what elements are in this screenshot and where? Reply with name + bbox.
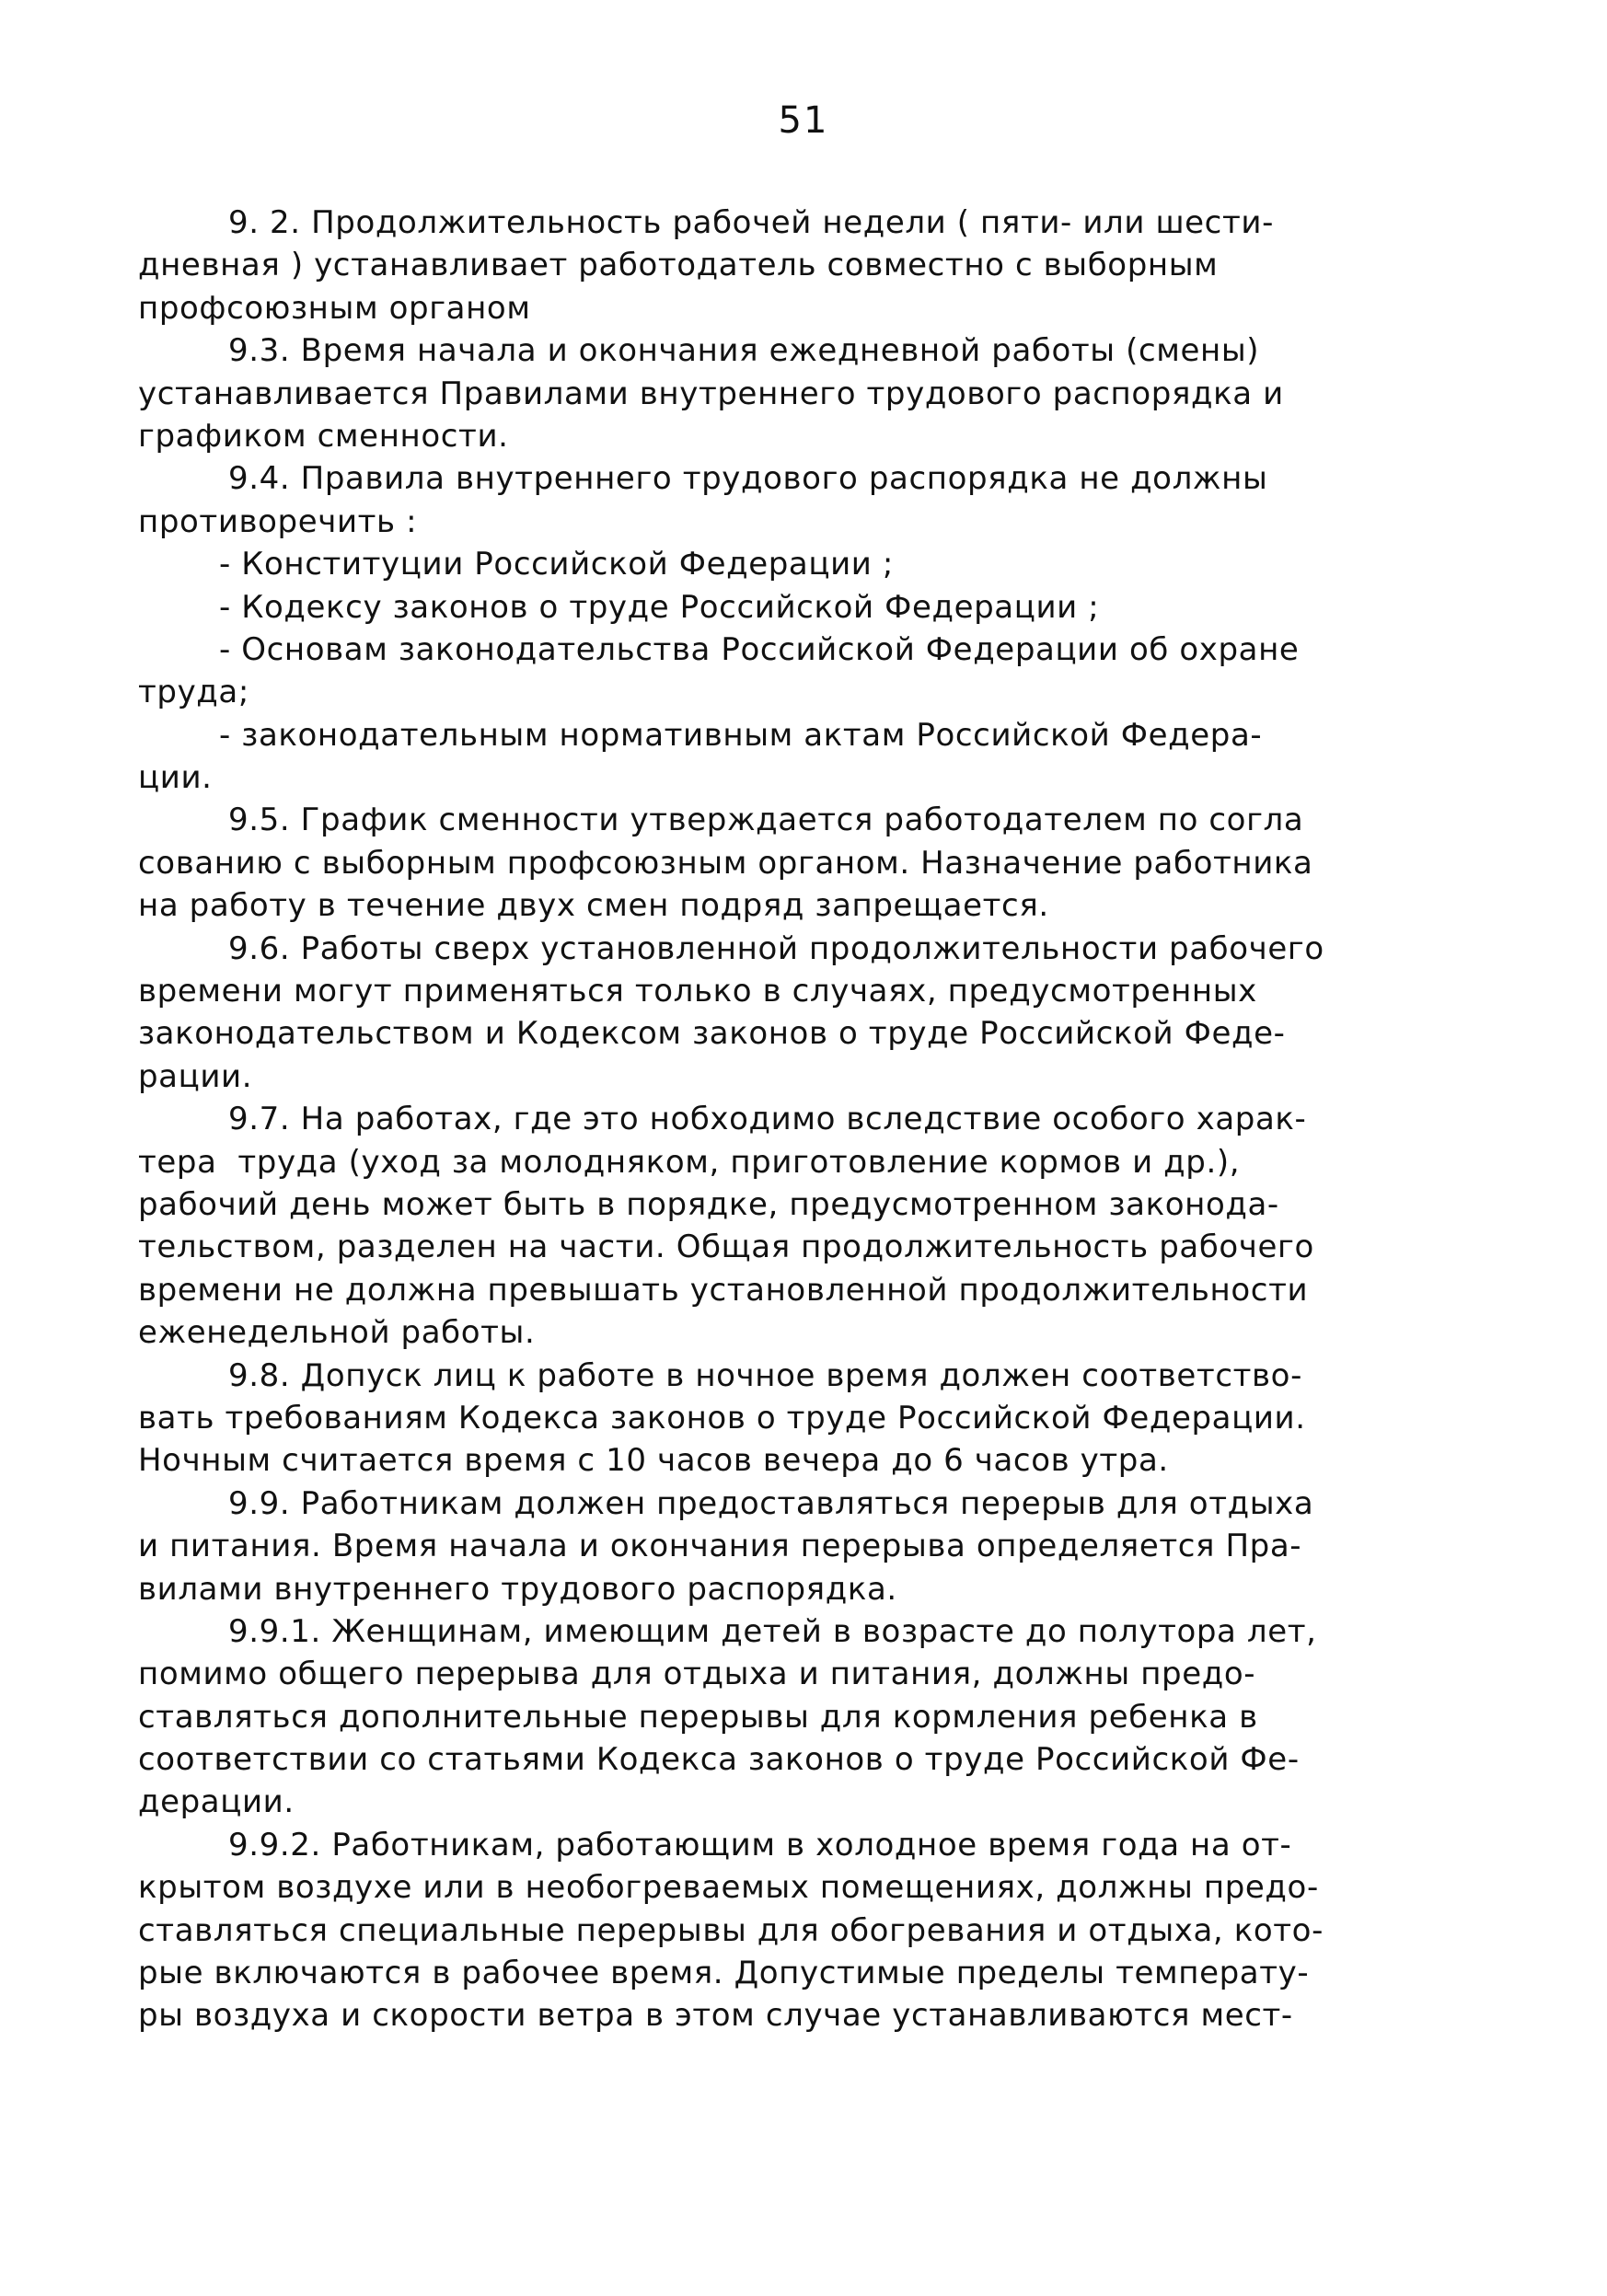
text-line: противоречить : [138, 502, 418, 540]
text-line: крытом воздухе или в необогреваемых помещениях, должны предо- [138, 1869, 1319, 1907]
text-line: устанавливается Правилами внутреннего трудового распорядка и [138, 375, 1284, 412]
text-line: профсоюзным органом [138, 289, 531, 327]
text-line: 9.4. Правила внутреннего трудового распорядка не должны [228, 460, 1268, 498]
text-line: дневная ) устанавливает работодатель совместно с выборным [138, 247, 1219, 284]
text-line: - Основам законодательства Российской Федерации об охране [219, 630, 1300, 668]
text-line: рые включаются в рабочее время. Допустимые пределы температу- [138, 1955, 1310, 1992]
text-line: тельством, разделен на части. Общая продолжительность рабочего [138, 1229, 1314, 1266]
page-number: 51 [778, 99, 829, 142]
text-line: сованию с выборным профсоюзным органом. Назначение работника [138, 844, 1313, 882]
text-line: - законодательным нормативным актам Российской Федера- [219, 716, 1263, 754]
text-line: времени не должна превышать установленной продолжительности [138, 1271, 1309, 1309]
text-line: законодательством и Кодексом законов о труде Российской Феде- [138, 1015, 1286, 1053]
text-line: рации. [138, 1057, 253, 1095]
text-line: - Конституции Российской Федерации ; [219, 546, 894, 583]
text-line: труда; [138, 674, 249, 711]
text-line: - Кодексу законов о труде Российской Федерации ; [219, 588, 1100, 626]
text-line: ставляться специальные перерывы для обогревания и отдыха, кото- [138, 1911, 1324, 1949]
text-line: 9.9.2. Работникам, работающим в холодное время года на от- [228, 1826, 1292, 1863]
text-line: 9.9. Работникам должен предоставляться перерыв для отдыха [228, 1484, 1314, 1522]
text-line: 9.5. График сменности утверждается работодателем по согла [228, 802, 1304, 839]
text-line: времени могут применяться только в случаях, предусмотренных [138, 973, 1257, 1010]
text-line: 9. 2. Продолжительность рабочей недели ( пяти- или шести- [228, 204, 1274, 241]
text-line: соответствии со статьями Кодекса законов о труде Российской Фе- [138, 1741, 1300, 1779]
text-line: еженедельной работы. [138, 1314, 536, 1352]
text-line: Ночным считается время с 10 часов вечера до 6 часов утра. [138, 1442, 1169, 1480]
text-line: 9.6. Работы сверх установленной продолжительности рабочего [228, 929, 1324, 967]
text-line: ры воздуха и скорости ветра в этом случае устанавливаются мест- [138, 1997, 1293, 2035]
text-line: ции. [138, 759, 213, 797]
text-line: 9.3. Время начала и окончания ежедневной работы (смены) [228, 332, 1260, 370]
text-line: тера труда (уход за молодняком, приготовление кормов и др.), [138, 1143, 1241, 1181]
text-line: на работу в течение двух смен подряд запрещается. [138, 887, 1049, 925]
text-line: и питания. Время начала и окончания перерыва определяется Пра- [138, 1528, 1302, 1565]
text-line: рабочий день может быть в порядке, предусмотренном законода- [138, 1185, 1279, 1223]
text-line: ставляться дополнительные перерывы для кормления ребенка в [138, 1698, 1258, 1736]
text-line: графиком сменности. [138, 417, 509, 455]
text-line: 9.9.1. Женщинам, имеющим детей в возрасте до полутора лет, [228, 1612, 1317, 1650]
text-line: вилами внутреннего трудового распорядка. [138, 1570, 897, 1608]
document-body [138, 202, 1362, 2037]
text-line: дерации. [138, 1783, 295, 1821]
text-line: вать требованиям Кодекса законов о труде Российской Федерации. [138, 1399, 1306, 1436]
text-line: 9.7. На работах, где это нобходимо вследствие особого харак- [228, 1101, 1307, 1138]
text-line: 9.8. Допуск лиц к работе в ночное время должен соответство- [228, 1356, 1302, 1394]
text-line: помимо общего перерыва для отдыха и питания, должны предо- [138, 1656, 1256, 1693]
